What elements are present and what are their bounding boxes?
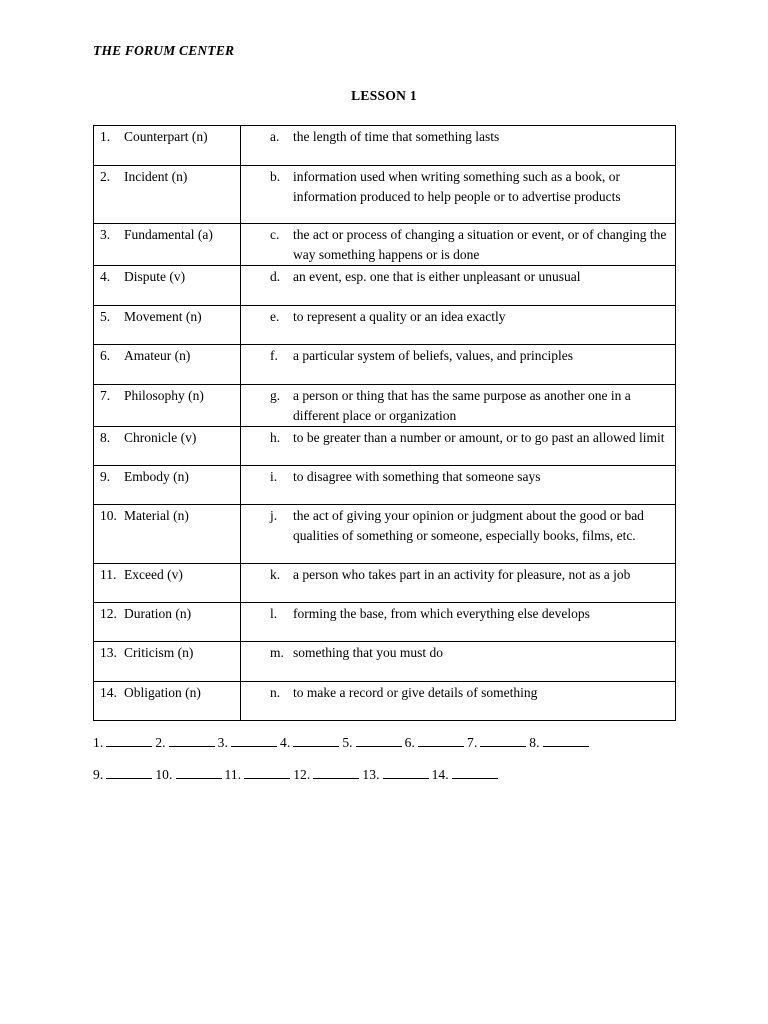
definition-letter: l. bbox=[270, 606, 278, 621]
term-number-and-word: 10. bbox=[100, 508, 117, 523]
definition-letter: b. bbox=[270, 169, 281, 184]
definition-cell bbox=[241, 266, 676, 306]
answer-item bbox=[293, 767, 362, 782]
term-cell bbox=[94, 306, 241, 345]
definition-letter: e. bbox=[270, 309, 280, 324]
lesson-title: LESSON 1 bbox=[351, 88, 417, 103]
answer-blank[interactable] bbox=[313, 767, 359, 779]
answer-item bbox=[362, 767, 431, 782]
term-cell bbox=[94, 166, 241, 224]
answer-number: 14. bbox=[431, 767, 449, 782]
answer-blank[interactable] bbox=[452, 767, 498, 779]
term-cell bbox=[94, 427, 241, 466]
table-row bbox=[94, 345, 676, 385]
definition-text: a person or thing that has the same purpose as another one in a different place or organization bbox=[293, 388, 631, 423]
definition-letter: j. bbox=[270, 508, 278, 523]
definition-cell bbox=[241, 603, 676, 642]
answer-blank[interactable] bbox=[176, 767, 222, 779]
definition-letter: d. bbox=[270, 269, 281, 284]
term-cell bbox=[94, 126, 241, 166]
answer-number: 10. bbox=[155, 767, 173, 782]
answer-number: 8. bbox=[529, 735, 540, 750]
definition-text: a particular system of beliefs, values, and principles bbox=[293, 348, 574, 363]
definition-cell bbox=[241, 642, 676, 682]
answer-blank[interactable] bbox=[169, 735, 215, 747]
answer-number: 2. bbox=[155, 735, 166, 750]
term-word: Counterpart (n) bbox=[124, 129, 208, 144]
definition-cell bbox=[241, 427, 676, 466]
definition-text: something that you must do bbox=[293, 645, 443, 660]
answer-number: 5. bbox=[342, 735, 353, 750]
term-word: Philosophy (n) bbox=[124, 388, 204, 403]
table-row bbox=[94, 466, 676, 505]
definition-letter: g. bbox=[270, 388, 281, 403]
term-number: 1. bbox=[100, 129, 111, 144]
definition-letter: m. bbox=[270, 645, 284, 660]
answer-blank[interactable] bbox=[543, 735, 589, 747]
answer-blank[interactable] bbox=[106, 767, 152, 779]
answer-number: 3. bbox=[217, 735, 228, 750]
definition-letter: f. bbox=[270, 348, 278, 363]
term-word: Dispute (v) bbox=[124, 269, 186, 284]
table-row bbox=[94, 224, 676, 266]
definition-letter: h. bbox=[270, 430, 281, 445]
answer-item bbox=[155, 767, 224, 782]
answer-blank[interactable] bbox=[244, 767, 290, 779]
answer-item bbox=[93, 767, 155, 782]
definition-cell bbox=[241, 385, 676, 427]
term-cell bbox=[94, 505, 241, 564]
answer-item bbox=[93, 735, 155, 750]
definition-cell bbox=[241, 505, 676, 564]
term-number: 5. bbox=[100, 309, 111, 324]
definition-letter: n. bbox=[270, 685, 281, 700]
answer-line-1 bbox=[93, 735, 592, 751]
term-cell bbox=[94, 385, 241, 427]
definition-text: the act of giving your opinion or judgment about the good or bad qualities of something or someone, especially books, films, etc. bbox=[293, 508, 644, 543]
answer-item bbox=[432, 767, 501, 782]
term-number-and-word: 13. bbox=[100, 645, 117, 660]
term-cell bbox=[94, 345, 241, 385]
answer-blank[interactable] bbox=[418, 735, 464, 747]
term-word: Duration (n) bbox=[124, 606, 192, 621]
definition-cell bbox=[241, 306, 676, 345]
answer-blank[interactable] bbox=[480, 735, 526, 747]
table-row bbox=[94, 603, 676, 642]
answer-number: 6. bbox=[404, 735, 415, 750]
definition-text: information used when writing something such as a book, or information produced to help people or to advertise products bbox=[293, 169, 621, 204]
answer-number: 4. bbox=[279, 735, 291, 750]
answer-blank[interactable] bbox=[383, 767, 429, 779]
term-word: Fundamental (a) bbox=[124, 227, 213, 242]
answer-number: 1. bbox=[93, 735, 104, 750]
term-cell bbox=[94, 466, 241, 505]
term-cell bbox=[94, 603, 241, 642]
term-cell bbox=[94, 682, 241, 721]
definition-text: to represent a quality or an idea exactly bbox=[293, 309, 506, 324]
definition-letter: a. bbox=[270, 129, 280, 144]
answer-number: 13. bbox=[362, 767, 380, 782]
term-number: 6. bbox=[100, 348, 111, 363]
definition-text: an event, esp. one that is either unpleasant or unusual bbox=[293, 269, 581, 284]
definition-cell bbox=[241, 466, 676, 505]
table-row bbox=[94, 385, 676, 427]
term-word: Embody (n) bbox=[124, 469, 189, 484]
table-row bbox=[94, 642, 676, 682]
term-number: 3. bbox=[100, 227, 111, 242]
term-number: 8. bbox=[100, 430, 111, 445]
table-row bbox=[94, 505, 676, 564]
table-row bbox=[94, 266, 676, 306]
definition-cell bbox=[241, 682, 676, 721]
definition-text: to make a record or give details of something bbox=[293, 685, 538, 700]
vocabulary-table bbox=[93, 125, 676, 721]
definition-text: the act or process of changing a situation or event, or of changing the way something happens or is done bbox=[293, 227, 667, 262]
definition-text: a person who takes part in an activity for pleasure, not as a job bbox=[293, 567, 631, 582]
answer-item bbox=[342, 735, 404, 750]
table-row bbox=[94, 306, 676, 345]
answer-item bbox=[467, 735, 529, 750]
definition-cell bbox=[241, 224, 676, 266]
term-number: 2. bbox=[100, 169, 111, 184]
definition-text: forming the base, from which everything else develops bbox=[293, 606, 590, 621]
definition-cell bbox=[241, 166, 676, 224]
table-row bbox=[94, 166, 676, 224]
answer-item bbox=[155, 735, 217, 750]
term-word: Material (n) bbox=[124, 508, 189, 523]
answer-item bbox=[280, 735, 342, 750]
term-word: Criticism (n) bbox=[124, 645, 194, 660]
term-number: 9. bbox=[100, 469, 111, 484]
term-number: 4. bbox=[100, 269, 111, 284]
definition-text: to be greater than a number or amount, or to go past an allowed limit bbox=[293, 430, 665, 445]
term-number-and-word: 12. bbox=[100, 606, 117, 621]
term-number-and-word: 14. bbox=[100, 685, 117, 700]
definition-cell bbox=[241, 564, 676, 603]
term-number-and-word: 11. bbox=[100, 567, 117, 582]
term-word: Incident (n) bbox=[124, 169, 188, 184]
answer-number: 11. bbox=[224, 767, 242, 782]
answer-item bbox=[529, 735, 591, 750]
term-word: Chronicle (v) bbox=[124, 430, 197, 445]
answer-line-2 bbox=[93, 767, 501, 783]
definition-cell bbox=[241, 126, 676, 166]
term-cell bbox=[94, 564, 241, 603]
answer-item bbox=[225, 767, 294, 782]
answer-blank[interactable] bbox=[356, 735, 402, 747]
term-word: Obligation (n) bbox=[124, 685, 201, 700]
answer-number: 7. bbox=[466, 735, 478, 750]
definition-letter: k. bbox=[270, 567, 281, 582]
answer-blank[interactable] bbox=[106, 735, 152, 747]
answer-item bbox=[405, 735, 467, 750]
answer-blank[interactable] bbox=[231, 735, 277, 747]
term-cell bbox=[94, 224, 241, 266]
answer-blank[interactable] bbox=[293, 735, 339, 747]
table-row bbox=[94, 427, 676, 466]
definition-cell bbox=[241, 345, 676, 385]
term-cell bbox=[94, 642, 241, 682]
answer-item bbox=[218, 735, 280, 750]
definition-text: the length of time that something lasts bbox=[293, 129, 500, 144]
term-word: Exceed (v) bbox=[124, 567, 183, 582]
table-row bbox=[94, 126, 676, 166]
definition-letter: i. bbox=[270, 469, 278, 484]
answer-number: 12. bbox=[293, 767, 311, 782]
term-word: Movement (n) bbox=[124, 309, 202, 324]
definition-text: to disagree with something that someone says bbox=[293, 469, 541, 484]
term-word: Amateur (n) bbox=[124, 348, 191, 363]
document-header: THE FORUM CENTER bbox=[93, 43, 235, 58]
definition-letter: c. bbox=[270, 227, 280, 242]
table-row bbox=[94, 682, 676, 721]
term-number: 7. bbox=[100, 388, 111, 403]
answer-number: 9. bbox=[93, 767, 104, 782]
table-row bbox=[94, 564, 676, 603]
term-cell bbox=[94, 266, 241, 306]
